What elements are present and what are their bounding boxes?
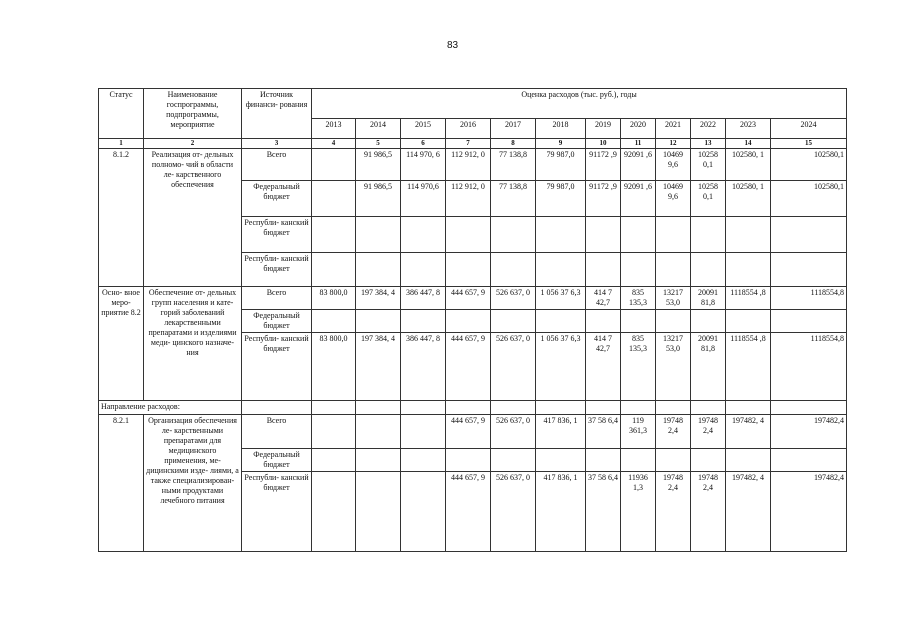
value-cell [401,217,446,253]
value-cell [536,253,586,287]
header-year: 2014 [356,119,401,139]
value-cell [726,449,771,472]
value-cell [536,449,586,472]
value-cell: 20091 81,8 [691,287,726,310]
value-cell [401,310,446,333]
value-cell [691,217,726,253]
value-cell [621,310,656,333]
value-cell: 1118554 ,8 [726,287,771,310]
value-cell [356,449,401,472]
funding-source: Республи- канский бюджет [242,253,312,287]
value-cell: 19748 2,4 [656,415,691,449]
value-cell: 10258 0,1 [691,149,726,181]
column-number: 5 [356,139,401,149]
funding-source: Всего [242,415,312,449]
value-cell [401,415,446,449]
empty-cell [621,401,656,415]
value-cell [491,217,536,253]
column-number: 13 [691,139,726,149]
value-cell: 91172 ,9 [586,149,621,181]
value-cell: 102580, 1 [726,181,771,217]
value-cell: 197482,4 [771,415,847,449]
funding-source: Республи- канский бюджет [242,217,312,253]
empty-cell [491,401,536,415]
column-number: 6 [401,139,446,149]
header-name: Наименование госпрограммы, подпрограммы, мероприятие [144,89,242,139]
value-cell: 444 657, 9 [446,472,491,552]
value-cell [401,253,446,287]
value-cell: 414 7 42,7 [586,287,621,310]
value-cell [586,217,621,253]
value-cell: 1 056 37 6,3 [536,333,586,401]
column-number: 15 [771,139,847,149]
value-cell: 19748 2,4 [656,472,691,552]
column-number: 3 [242,139,312,149]
column-number: 2 [144,139,242,149]
value-cell [491,449,536,472]
header-year: 2018 [536,119,586,139]
value-cell: 13217 53,0 [656,333,691,401]
value-cell: 112 912, 0 [446,149,491,181]
value-cell: 114 970, 6 [401,149,446,181]
header-year: 2019 [586,119,621,139]
measure-name: Обеспечение от- дельных групп населения и кате- горий заболеваний лекарственными препаратами и изделиями меди- цинского назначе- ния [144,287,242,401]
value-cell: 526 637, 0 [491,415,536,449]
value-cell [356,310,401,333]
value-cell [771,449,847,472]
value-cell [691,449,726,472]
empty-cell [401,401,446,415]
header-year: 2017 [491,119,536,139]
value-cell: 119 361,3 [621,415,656,449]
column-number: 12 [656,139,691,149]
value-cell: 417 836, 1 [536,472,586,552]
value-cell [656,449,691,472]
header-year: 2024 [771,119,847,139]
value-cell: 102580,1 [771,149,847,181]
value-cell: 19748 2,4 [691,472,726,552]
value-cell: 414 7 42,7 [586,333,621,401]
page-number: 83 [446,40,459,51]
value-cell: 37 58 6,4 [586,415,621,449]
funding-source: Всего [242,149,312,181]
value-cell: 386 447, 8 [401,287,446,310]
value-cell [312,253,356,287]
value-cell [536,217,586,253]
measure-name: Организация обеспечения ле- карственными препаратами для медицинского применения, ме- дицинскими изде- лиями, а также специализирован- ными продуктами лечебного питания [144,415,242,552]
column-number: 4 [312,139,356,149]
empty-cell [656,401,691,415]
value-cell: 91172 ,9 [586,181,621,217]
status-cell: 8.1.2 [99,149,144,287]
value-cell: 11936 1,3 [621,472,656,552]
header-year: 2023 [726,119,771,139]
value-cell [726,217,771,253]
value-cell [656,310,691,333]
status-cell: 8.2.1 [99,415,144,552]
empty-cell [356,401,401,415]
value-cell [771,310,847,333]
table-row [99,415,847,449]
value-cell [491,310,536,333]
value-cell: 197 384, 4 [356,287,401,310]
column-number: 8 [491,139,536,149]
value-cell [312,217,356,253]
measure-name: Реализация от- дельных полномо- чий в области ле- карственного обеспечения [144,149,242,287]
value-cell [691,253,726,287]
empty-cell [691,401,726,415]
budget-table [98,88,847,552]
value-cell: 77 138,8 [491,149,536,181]
value-cell: 197482,4 [771,472,847,552]
value-cell [536,310,586,333]
value-cell: 92091 ,6 [621,149,656,181]
value-cell: 444 657, 9 [446,333,491,401]
value-cell [726,310,771,333]
value-cell: 91 986,5 [356,181,401,217]
value-cell: 197 384, 4 [356,333,401,401]
value-cell [312,449,356,472]
value-cell [586,449,621,472]
column-number: 11 [621,139,656,149]
value-cell [356,415,401,449]
status-cell: Осно- вное меро- приятие 8.2 [99,287,144,401]
funding-source: Республи- канский бюджет [242,333,312,401]
value-cell: 197482, 4 [726,472,771,552]
value-cell [446,217,491,253]
empty-cell [242,401,312,415]
header-costs: Оценка расходов (тыс. руб.), годы [312,89,847,119]
value-cell: 91 986,5 [356,149,401,181]
value-cell: 835 135,3 [621,333,656,401]
value-cell [726,253,771,287]
value-cell [312,472,356,552]
funding-source: Федеральный бюджет [242,181,312,217]
value-cell: 37 58 6,4 [586,472,621,552]
value-cell: 417 836, 1 [536,415,586,449]
column-number: 10 [586,139,621,149]
header-source: Источник финанси- рования [242,89,312,139]
value-cell [771,217,847,253]
table-row [99,149,847,181]
value-cell [656,217,691,253]
value-cell: 444 657, 9 [446,287,491,310]
value-cell [656,253,691,287]
value-cell [312,181,356,217]
table-row [99,287,847,310]
value-cell: 20091 81,8 [691,333,726,401]
value-cell: 77 138,8 [491,181,536,217]
empty-cell [586,401,621,415]
value-cell [446,449,491,472]
funding-source: Федеральный бюджет [242,310,312,333]
value-cell [401,472,446,552]
value-cell [586,253,621,287]
value-cell: 835 135,3 [621,287,656,310]
value-cell [621,217,656,253]
value-cell: 10469 9,6 [656,181,691,217]
empty-cell [726,401,771,415]
direction-label: Направление расходов: [99,401,242,415]
header-year: 2022 [691,119,726,139]
value-cell [771,253,847,287]
funding-source: Республи- канский бюджет [242,472,312,552]
column-number: 7 [446,139,491,149]
value-cell [691,310,726,333]
value-cell: 112 912, 0 [446,181,491,217]
value-cell: 19748 2,4 [691,415,726,449]
value-cell [356,472,401,552]
value-cell: 526 637, 0 [491,472,536,552]
value-cell: 1118554 ,8 [726,333,771,401]
value-cell [356,253,401,287]
value-cell [312,310,356,333]
column-number: 14 [726,139,771,149]
value-cell: 83 800,0 [312,287,356,310]
value-cell: 526 637, 0 [491,287,536,310]
value-cell [446,310,491,333]
value-cell: 114 970,6 [401,181,446,217]
column-number: 9 [536,139,586,149]
header-year: 2020 [621,119,656,139]
value-cell: 79 987,0 [536,181,586,217]
empty-cell [312,401,356,415]
value-cell [621,253,656,287]
header-year: 2015 [401,119,446,139]
direction-row [99,401,847,415]
funding-source: Федеральный бюджет [242,449,312,472]
value-cell: 10258 0,1 [691,181,726,217]
value-cell: 102580, 1 [726,149,771,181]
header-year: 2021 [656,119,691,139]
value-cell: 102580,1 [771,181,847,217]
value-cell: 197482, 4 [726,415,771,449]
value-cell [312,415,356,449]
header-year: 2013 [312,119,356,139]
header-status: Статус [99,89,144,139]
value-cell [401,449,446,472]
value-cell: 1 056 37 6,3 [536,287,586,310]
value-cell [621,449,656,472]
value-cell: 10469 9,6 [656,149,691,181]
value-cell [356,217,401,253]
value-cell [586,310,621,333]
value-cell [491,253,536,287]
value-cell: 83 800,0 [312,333,356,401]
value-cell: 1118554,8 [771,333,847,401]
funding-source: Всего [242,287,312,310]
empty-cell [446,401,491,415]
value-cell [446,253,491,287]
value-cell: 386 447, 8 [401,333,446,401]
value-cell: 1118554,8 [771,287,847,310]
value-cell: 92091 ,6 [621,181,656,217]
header-year: 2016 [446,119,491,139]
value-cell: 444 657, 9 [446,415,491,449]
empty-cell [771,401,847,415]
value-cell [312,149,356,181]
value-cell: 526 637, 0 [491,333,536,401]
value-cell: 79 987,0 [536,149,586,181]
column-number: 1 [99,139,144,149]
empty-cell [536,401,586,415]
value-cell: 13217 53,0 [656,287,691,310]
